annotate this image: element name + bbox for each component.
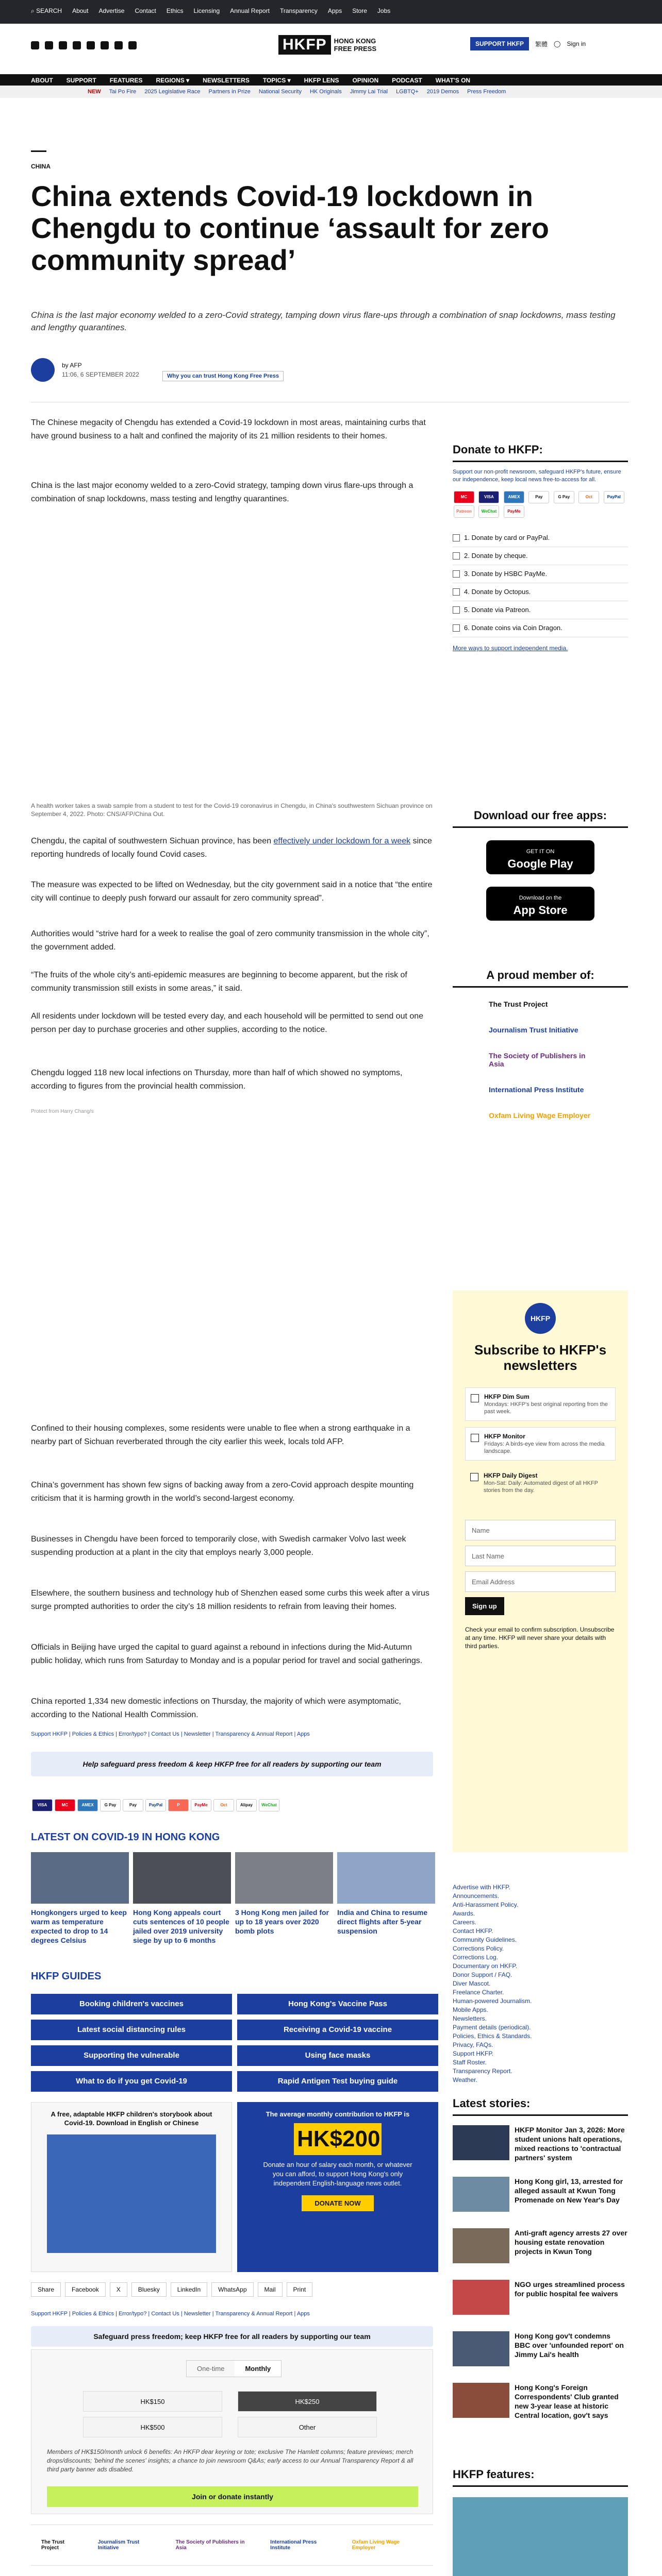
share-mail[interactable]: Mail (258, 2282, 283, 2297)
paragraph: “The fruits of the whole city’s anti-epidemic measures are beginning to become apparent, but the risk of community transmission still exists in some areas,” it said. (31, 971, 407, 993)
logo-mark: HKFP (278, 35, 331, 55)
sidebar-link[interactable]: Staff Roster. (453, 2059, 487, 2066)
mastercard-icon: MC (454, 491, 474, 503)
guide-button[interactable]: Latest social distancing rules (31, 2020, 232, 2040)
promo-text: A free, adaptable HKFP children's storybook about Covid-19. Download in English or Chinese (51, 2110, 212, 2127)
paragraph: Chengdu, the capital of southwestern Sichuan province, has been effectively under lockdown for a week since reporting hundreds of locally found Covid cases. (31, 837, 432, 859)
sidebar-link[interactable]: Newsletters. (453, 2015, 487, 2022)
paragraph: The measure was expected to be lifted on Wednesday, but the city government said in a notice that “the entire city will continue to deeply push forward our assault for zero community spread”. (31, 880, 433, 903)
join-button[interactable]: Join or donate instantly (47, 2486, 418, 2507)
header-actions (470, 37, 586, 50)
member-logo[interactable]: The Trust Project (489, 1000, 548, 1008)
support-banner[interactable]: Help safeguard press freedom & keep HKFP free for all readers by supporting our team (31, 1752, 433, 1776)
checkbox[interactable] (471, 1394, 479, 1402)
gpay-icon: G Pay (100, 1799, 121, 1811)
support-banner[interactable]: Safeguard press freedom; keep HKFP free for all readers by supporting our team (31, 2326, 433, 2347)
news-thumbnail (235, 1852, 333, 1904)
nav-item[interactable]: PODCAST (392, 77, 422, 84)
trust-link[interactable]: Why you can trust Hong Kong Free Press (162, 371, 284, 381)
top-link[interactable]: Apps (327, 7, 342, 14)
share-bluesky[interactable]: Bluesky (131, 2282, 167, 2297)
paragraph: China’s government has shown few signs of backing away from a zero-Covid approach despite mounting criticism that it is harming growth in the world’s second-largest economy. (31, 1481, 414, 1503)
nav-item[interactable]: HKFP LENS (304, 77, 339, 84)
guide-button[interactable]: What to do if you get Covid-19 (31, 2071, 232, 2092)
wechat-icon: WeChat (259, 1799, 279, 1811)
donate-option[interactable]: 3. Donate by HSBC PayMe. (453, 565, 628, 583)
facebook-icon[interactable] (31, 41, 39, 49)
member-logo[interactable]: Oxfam Living Wage Employer (489, 1111, 591, 1120)
checkbox-icon (453, 624, 460, 632)
signup-button[interactable]: Sign up (465, 1597, 504, 1615)
guide-button[interactable]: Receiving a Covid-19 vaccine (237, 2020, 438, 2040)
app-store-button[interactable]: Download on the App Store (486, 887, 594, 921)
latest-story[interactable]: Anti-graft agency arrests 27 over housing estate renovation projects in Kwun Tong (453, 2228, 628, 2263)
latest-story[interactable]: NGO urges streamlined process for public hospital fee waivers (453, 2280, 628, 2315)
checkbox[interactable] (470, 1473, 478, 1481)
mail-icon[interactable] (114, 41, 123, 49)
google-play-button[interactable]: GET IT ON Google Play (486, 840, 594, 874)
promo-text: Donate an hour of salary each month, or whatever you can afford, to support Hong Kong's only independent English-language news outlet. (263, 2161, 412, 2187)
sidebar-link[interactable]: Careers. (453, 1919, 477, 1926)
sidebar-link[interactable]: Advertise with HKFP. (453, 1884, 510, 1891)
checkbox-icon (453, 570, 460, 578)
paragraph: China reported 1,334 new domestic infections on Thursday, the majority of which were asymptomatic, according to the National Health Commission. (31, 1697, 401, 1719)
article-title: China extends Covid-19 lockdown in Chengdu to continue ‘assault for zero community spread’ (31, 180, 549, 276)
trending-nav (0, 86, 662, 98)
trending-item[interactable]: Tai Po Fire (109, 89, 137, 95)
sidebar-links (453, 1883, 628, 2084)
donate-option[interactable]: 6. Donate coins via Coin Dragon. (453, 619, 628, 637)
donate-option[interactable]: 5. Donate via Patreon. (453, 601, 628, 619)
sidebar-link[interactable]: Payment details (periodical). (453, 2024, 531, 2031)
guide-button[interactable]: Using face masks (237, 2045, 438, 2066)
member-logo[interactable]: The Trust Project (41, 2539, 65, 2551)
latest-story[interactable]: HKFP Monitor Jan 3, 2026: More student unions halt operations, mixed reactions to 'contractual partners' system (453, 2125, 628, 2162)
more-ways-link[interactable]: More ways to support independent media. (453, 645, 568, 652)
guide-button[interactable]: Booking children's vaccines (31, 1994, 232, 2014)
checkbox[interactable] (471, 1434, 479, 1442)
social-icons (31, 41, 137, 49)
sidebar-link[interactable]: Contact HKFP. (453, 1927, 493, 1935)
story-thumbnail (453, 2383, 509, 2418)
new-badge: NEW (88, 89, 101, 95)
article-subtitle: China is the last major economy welded to a zero-Covid strategy, tamping down virus flare-ups through a combination of snap lockdowns, mass testing and lengthy quarantines. (31, 310, 616, 332)
membership-note: Members of HK$150/month unlock 6 benefits: An HKFP dear keyring or tote; exclusive The Hamlett columns; feature previews; merch drops/discounts; 'behind the scenes' insights; a chance to join newsroom Q&As; early access to our Annual Transparency Report & all third party banner ads disabled. (47, 2448, 413, 2473)
latest-stories (453, 2097, 628, 2116)
sidebar-members (453, 969, 628, 1120)
sidebar-link[interactable]: Announcements. (453, 1892, 500, 1900)
gpay-icon: G Pay (554, 491, 574, 503)
donate-now-button[interactable]: DONATE NOW (302, 2195, 374, 2211)
sidebar-link[interactable]: Community Guidelines. (453, 1936, 517, 1943)
payment-logos (453, 490, 628, 519)
member-logo[interactable]: The Society of Publishers in Asia (489, 1052, 586, 1068)
checkbox-icon (453, 588, 460, 596)
frequency-tabs (186, 2360, 282, 2377)
checkbox-icon (453, 552, 460, 560)
article-category[interactable]: CHINA (31, 163, 51, 170)
top-link[interactable]: Advertise (98, 7, 125, 14)
author-name[interactable]: by AFP (62, 362, 82, 369)
nav-item[interactable]: TOPICS ▾ (262, 77, 291, 84)
top-link[interactable]: Jobs (377, 7, 391, 14)
member-logo[interactable]: Oxfam Living Wage Employer (352, 2539, 400, 2551)
alipay-icon: Alipay (236, 1799, 257, 1811)
top-link[interactable]: Store (352, 7, 367, 14)
trending-item[interactable]: Press Freedom (467, 89, 506, 95)
top-link[interactable]: Transparency (279, 7, 318, 14)
sidebar-apps (453, 809, 628, 921)
ad-label: Protect from Harry Chang/s (31, 1109, 94, 1114)
trending-item[interactable]: 2019 Demos (426, 89, 459, 95)
author-avatar (31, 358, 55, 382)
first-name-field[interactable]: Name (465, 1520, 616, 1540)
applepay-icon: Pay (123, 1799, 143, 1811)
sidebar-heading: A proud member of: (453, 969, 628, 988)
checkbox-icon (453, 534, 460, 541)
youtube-icon[interactable] (101, 41, 109, 49)
amount-option[interactable]: Other (238, 2417, 377, 2437)
payme-icon: PayMe (504, 505, 524, 518)
sidebar-link[interactable]: Privacy, FAQs. (453, 2041, 493, 2048)
story-thumbnail (453, 2125, 509, 2160)
story-thumbnail (453, 2280, 509, 2315)
paypal-icon: PayPal (145, 1799, 166, 1811)
newsletter-note: Check your email to confirm subscription. Unsubscribe at any time. HKFP will never share your details with third parties. (465, 1626, 615, 1650)
support-links[interactable]: Support HKFP | Policies & Ethics | Error/typo? | Contact Us | Newsletter | Transparency & Annual Report | Apps (31, 1731, 310, 1737)
paragraph: The Chinese megacity of Chengdu has extended a Covid-19 lockdown in most areas, maintaining curbs that have ground business to a halt and confined the majority of its 21 million residents to their homes. (31, 418, 426, 440)
newsletter-option[interactable]: HKFP Dim Sum Mondays: HKFP's best original reporting from the past week. (465, 1387, 616, 1421)
mastercard-icon: MC (55, 1799, 75, 1811)
donate-text[interactable]: Support our non-profit newsroom, safeguard HKFP's future, ensure our independence, keep local news free-to-access for all. (453, 469, 621, 483)
linkedin-icon[interactable] (87, 41, 95, 49)
story-thumbnail (453, 2331, 509, 2366)
paragraph: China is the last major economy welded to a zero-Covid strategy, tamping down virus flare-ups through a combination of snap lockdowns, mass testing and lengthy quarantines. (31, 481, 413, 503)
latest-story[interactable]: Hong Kong girl, 13, arrested for alleged assault at Kwun Tong Promenade on New Year's Day (453, 2177, 628, 2212)
amount-option-selected[interactable]: HK$250 (238, 2391, 377, 2412)
news-card[interactable]: India and China to resume direct flights after 5-year suspension (337, 1852, 435, 1936)
visa-icon: VISA (32, 1799, 53, 1811)
top-link[interactable]: About (72, 7, 89, 14)
paragraph: All residents under lockdown will be tested every day, and each household will be permitted to send out one person per day to purchase groceries and other supplies, according to the notice. (31, 1012, 424, 1034)
share-label: Share (31, 2282, 61, 2297)
member-logo[interactable]: International Press Institute (489, 1086, 584, 1094)
amex-icon: AMEX (504, 491, 524, 503)
news-card[interactable]: 3 Hong Kong men jailed for up to 18 years over 2020 bomb plots (235, 1852, 333, 1936)
trending-item[interactable]: National Security (258, 89, 302, 95)
support-links[interactable]: Support HKFP | Policies & Ethics | Error/typo? | Contact Us | Newsletter | Transparency & Annual Report | Apps (31, 2311, 310, 2317)
sidebar-donate (453, 443, 628, 652)
sidebar-link[interactable]: Human-powered Journalism. (453, 1997, 532, 2005)
site-logo[interactable] (278, 33, 382, 57)
news-thumbnail (31, 1852, 129, 1904)
donate-option[interactable]: 2. Donate by cheque. (453, 547, 628, 565)
sidebar-link[interactable]: Weather. (453, 2076, 477, 2083)
sidebar-link[interactable]: Corrections Policy. (453, 1945, 504, 1952)
divider (31, 150, 46, 152)
nav-item[interactable]: OPINION (352, 77, 379, 84)
section-heading: HKFP GUIDES (31, 1971, 102, 1982)
email-field[interactable]: Email Address (465, 1571, 616, 1592)
guide-button[interactable]: Rapid Antigen Test buying guide (237, 2071, 438, 2092)
section-heading: LATEST ON COVID-19 IN HONG KONG (31, 1832, 220, 1843)
story-thumbnail (453, 2177, 509, 2212)
patreon-icon: P (168, 1799, 189, 1811)
top-link[interactable]: Contact (135, 7, 156, 14)
payment-logos (31, 1798, 433, 1812)
checkbox-icon (453, 606, 460, 614)
support-button[interactable]: SUPPORT HKFP (470, 37, 529, 50)
hkfp-features (453, 2468, 628, 2576)
paragraph: Elsewhere, the southern business and technology hub of Shenzhen eased some curbs this week after a virus surge prompted authorities to order the city’s 18 million residents to refrain from leaving their homes. (31, 1589, 429, 1611)
language-link[interactable]: 繁體 (535, 40, 548, 48)
octopus-icon: Oct (213, 1799, 234, 1811)
latest-story[interactable]: Hong Kong's Foreign Correspondents' Club granted new 3-year lease at historic Central location, gov't says (453, 2383, 628, 2420)
hkfp-badge: HKFP (525, 1303, 556, 1334)
promo-lead: The average monthly contribution to HKFP is (266, 2110, 410, 2118)
amex-icon: AMEX (77, 1799, 98, 1811)
x-icon[interactable] (45, 41, 53, 49)
donate-option[interactable]: 1. Donate by card or PayPal. (453, 529, 628, 547)
news-card[interactable]: Hongkongers urged to keep warm as temperature expected to drop to 14 degrees Celsius (31, 1852, 129, 1945)
donation-form (31, 2349, 433, 2514)
news-card[interactable]: Hong Kong appeals court cuts sentences of 10 people jailed over 2019 university siege by up to 6 months (133, 1852, 231, 1945)
sidebar-heading: Donate to HKFP: (453, 443, 628, 462)
payme-icon: PayMe (191, 1799, 211, 1811)
sidebar-link[interactable]: Donor Support / FAQ. (453, 1971, 512, 1978)
logo-text: HONG KONG FREE PRESS (334, 37, 377, 53)
share-bar (31, 2282, 433, 2297)
sidebar-heading: Download our free apps: (453, 809, 628, 828)
paragraph: Confined to their housing complexes, some residents were unable to flee when a strong earthquake in a nearby part of Sichuan reverberated through the city earlier this week, locals told AFP. (31, 1424, 410, 1446)
octopus-icon: Oct (578, 491, 599, 503)
threads-icon[interactable] (73, 41, 81, 49)
instagram-icon[interactable] (59, 41, 67, 49)
donate-promo[interactable] (237, 2102, 438, 2272)
member-logo[interactable]: Journalism Trust Initiative (97, 2539, 140, 2551)
nav-item[interactable]: ABOUT (31, 77, 53, 84)
member-logo[interactable]: International Press Institute (270, 2539, 317, 2551)
image-caption: A health worker takes a swab sample from a student to test for the Covid-19 coronavirus in Chengdu, in China's southwestern Sichuan province on September 4, 2022. Photo: CNS/AFP/China Out. (31, 802, 433, 818)
share-x[interactable]: X (110, 2282, 127, 2297)
ad-slot (31, 1118, 433, 1396)
top-bar (0, 0, 662, 24)
last-name-field[interactable]: Last Name (465, 1546, 616, 1566)
nav-item[interactable]: SUPPORT (66, 77, 96, 84)
search-link[interactable]: ⌕ SEARCH (31, 7, 62, 14)
newsletter-option[interactable]: HKFP Daily Digest Mon-Sat: Daily: Automated digest of all HKFP stories from the day. (465, 1467, 616, 1499)
sidebar-link[interactable]: Freelance Charter. (453, 1989, 504, 1996)
article-image (31, 531, 433, 793)
newsletter-title: Subscribe to HKFP's newsletters (474, 1342, 607, 1373)
news-thumbnail (337, 1852, 435, 1904)
sidebar-link[interactable]: Support HKFP. (453, 2050, 494, 2057)
promo-image (47, 2134, 216, 2253)
news-thumbnail (133, 1852, 231, 1904)
user-icon[interactable]: ◯ (554, 40, 561, 47)
guide-button[interactable]: Hong Kong's Vaccine Pass (237, 1994, 438, 2014)
member-logo[interactable]: The Society of Publishers in Asia (175, 2539, 245, 2551)
story-thumbnail (453, 2228, 509, 2263)
paypal-icon: PayPal (604, 491, 624, 503)
tab-monthly[interactable]: Monthly (235, 2361, 281, 2377)
amount-option[interactable]: HK$500 (83, 2417, 222, 2437)
paragraph: Businesses in Chengdu have been forced to temporarily close, with Swedish carmaker Volvo last week suspending production at a plant in the city that employs nearly 3,000 people. (31, 1535, 406, 1557)
visa-icon: VISA (478, 491, 499, 503)
paragraph: Authorities would “strive hard for a week to realise the goal of zero community transmission in the whole city”, the government added. (31, 929, 429, 952)
share-print[interactable]: Print (287, 2282, 313, 2297)
nav-item[interactable]: NEWSLETTERS (203, 77, 250, 84)
sidebar-link[interactable]: Mobile Apps. (453, 2006, 488, 2013)
promo-amount: HK$200 (294, 2123, 382, 2155)
sidebar-link[interactable]: Documentary on HKFP. (453, 1962, 518, 1970)
top-link[interactable]: Ethics (166, 7, 184, 14)
donate-options (453, 529, 628, 637)
trending-item[interactable]: Partners in Prize (208, 89, 251, 95)
publish-date: 11:06, 6 SEPTEMBER 2022 (62, 371, 139, 378)
sidebar-link[interactable]: Policies, Ethics & Standards. (453, 2032, 532, 2040)
newsletter-option[interactable]: HKFP Monitor Fridays: A birds-eye view from across the media landscape. (465, 1427, 616, 1461)
trending-item[interactable]: LGBTQ+ (396, 89, 419, 95)
sidebar-link[interactable]: Anti-Harassment Policy. (453, 1901, 519, 1908)
member-logos-bottom (31, 2524, 433, 2566)
tab-one-time[interactable]: One-time (197, 2365, 225, 2372)
top-links (31, 7, 390, 15)
nav-item[interactable]: FEATURES (109, 77, 143, 84)
main-nav (0, 74, 662, 86)
sidebar-link[interactable]: Transparency Report. (453, 2067, 512, 2075)
sidebar-link[interactable]: Diver Mascot. (453, 1980, 491, 1987)
feature-image[interactable] (453, 2497, 628, 2576)
inline-link[interactable]: effectively under lockdown for a week (273, 837, 411, 845)
sidebar-link[interactable]: Awards. (453, 1910, 475, 1917)
donate-option[interactable]: 4. Donate by Octopus. (453, 583, 628, 601)
share-linkedin[interactable]: LinkedIn (171, 2282, 207, 2297)
applepay-icon: Pay (528, 491, 549, 503)
trending-item[interactable]: 2025 Legislative Race (144, 89, 201, 95)
latest-story[interactable]: Hong Kong gov't condemns BBC over 'unfounded report' on Jimmy Lai's health (453, 2331, 628, 2366)
paragraph: Chengdu logged 118 new local infections on Thursday, more than half of which showed no symptoms, according to figures from the provincial health commission. (31, 1069, 403, 1091)
sidebar-heading: Latest stories: (453, 2097, 628, 2116)
trending-item[interactable]: Jimmy Lai Trial (350, 89, 388, 95)
member-logo[interactable]: Journalism Trust Initiative (489, 1026, 578, 1034)
guide-button[interactable]: Supporting the vulnerable (31, 2045, 232, 2066)
nav-item[interactable]: WHAT'S ON (435, 77, 471, 84)
sidebar-heading: HKFP features: (453, 2468, 628, 2487)
paragraph: Officials in Beijing have urged the capital to guard against a rebound in infections during the Mid-Autumn public holiday, which runs from Saturday to Monday and is a popular period for travel and social gatherings. (31, 1643, 423, 1665)
share-facebook[interactable]: Facebook (65, 2282, 106, 2297)
signin-link[interactable]: Sign in (567, 40, 586, 47)
rss-icon[interactable] (128, 41, 137, 49)
trending-item[interactable]: HK Originals (309, 89, 342, 95)
patreon-icon: Patreon (454, 505, 474, 518)
amount-option[interactable]: HK$150 (83, 2391, 222, 2412)
nav-item[interactable]: REGIONS ▾ (156, 77, 190, 84)
sidebar-link[interactable]: Corrections Log. (453, 1954, 499, 1961)
newsletter-signup (453, 1291, 628, 1852)
storybook-promo[interactable] (31, 2102, 232, 2272)
wechat-icon: WeChat (478, 505, 499, 518)
top-link[interactable]: Annual Report (230, 7, 270, 14)
share-whatsapp[interactable]: WhatsApp (211, 2282, 253, 2297)
top-link[interactable]: Licensing (193, 7, 220, 14)
